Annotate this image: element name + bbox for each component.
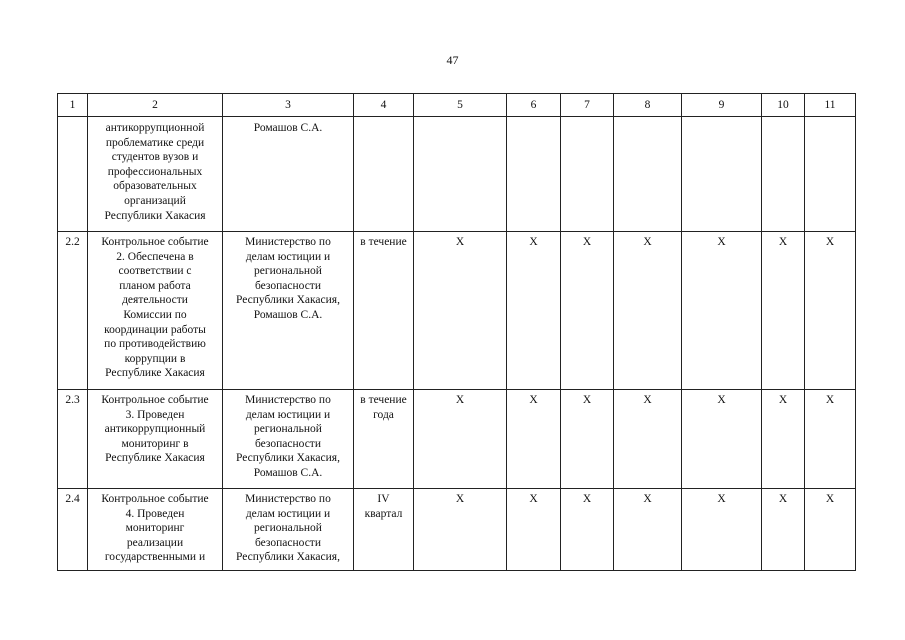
event-cell: Контрольное событие 2. Обеспечена в соответствии с планом работа деятельности Комиссии по координации работы по противодействию коррупции в Республике Хакасия [88, 232, 223, 390]
table-row [58, 117, 856, 232]
mark-cell: X [561, 390, 614, 489]
event-cell: Контрольное событие 4. Проведен мониторинг реализации государственными и [88, 489, 223, 571]
mark-cell: X [561, 232, 614, 390]
row-number: 2.2 [58, 232, 88, 390]
header-cell: 7 [561, 94, 614, 117]
mark-cell: X [805, 489, 856, 571]
mark-cell: X [762, 489, 805, 571]
table-header-row [58, 94, 856, 117]
mark-cell: X [414, 489, 507, 571]
mark-cell [614, 117, 682, 232]
event-cell: антикоррупционной проблематике среди студентов вузов и профессиональных образовательных организаций Республики Хакасия [88, 117, 223, 232]
page-number: 47 [446, 53, 459, 67]
header-cell: 5 [414, 94, 507, 117]
mark-cell: X [614, 232, 682, 390]
term-cell: в течение года [354, 390, 414, 489]
table-row [58, 390, 856, 489]
executor-cell: Ромашов С.А. [223, 117, 354, 232]
mark-cell [805, 117, 856, 232]
header-cell: 1 [58, 94, 88, 117]
mark-cell [762, 117, 805, 232]
mark-cell: X [614, 390, 682, 489]
mark-cell: X [561, 489, 614, 571]
executor-cell: Министерство по делам юстиции и региональной безопасности Республики Хакасия, [223, 489, 354, 571]
header-cell: 6 [507, 94, 561, 117]
mark-cell: X [762, 232, 805, 390]
mark-cell: X [507, 390, 561, 489]
header-cell: 10 [762, 94, 805, 117]
mark-cell: X [762, 390, 805, 489]
event-cell: Контрольное событие 3. Проведен антикоррупционный мониторинг в Республике Хакасия [88, 390, 223, 489]
mark-cell: X [805, 232, 856, 390]
mark-cell [682, 117, 762, 232]
header-cell: 11 [805, 94, 856, 117]
mark-cell: X [414, 232, 507, 390]
mark-cell [507, 117, 561, 232]
executor-cell: Министерство по делам юстиции и региональной безопасности Республики Хакасия, Ромашов С.А. [223, 232, 354, 390]
mark-cell: X [507, 232, 561, 390]
mark-cell: X [682, 489, 762, 571]
term-cell [354, 117, 414, 232]
row-number: 2.4 [58, 489, 88, 571]
row-number: 2.3 [58, 390, 88, 489]
term-cell: IV квартал [354, 489, 414, 571]
mark-cell [414, 117, 507, 232]
mark-cell: X [682, 390, 762, 489]
header-cell: 8 [614, 94, 682, 117]
mark-cell: X [682, 232, 762, 390]
mark-cell: X [614, 489, 682, 571]
mark-cell: X [507, 489, 561, 571]
header-cell: 2 [88, 94, 223, 117]
term-cell: в течение [354, 232, 414, 390]
plan-table [57, 93, 856, 571]
table-row [58, 489, 856, 571]
table-row [58, 232, 856, 390]
row-number [58, 117, 88, 232]
mark-cell: X [414, 390, 507, 489]
header-cell: 9 [682, 94, 762, 117]
header-cell: 4 [354, 94, 414, 117]
header-cell: 3 [223, 94, 354, 117]
mark-cell: X [805, 390, 856, 489]
executor-cell: Министерство по делам юстиции и региональной безопасности Республики Хакасия, Ромашов С.А. [223, 390, 354, 489]
mark-cell [561, 117, 614, 232]
